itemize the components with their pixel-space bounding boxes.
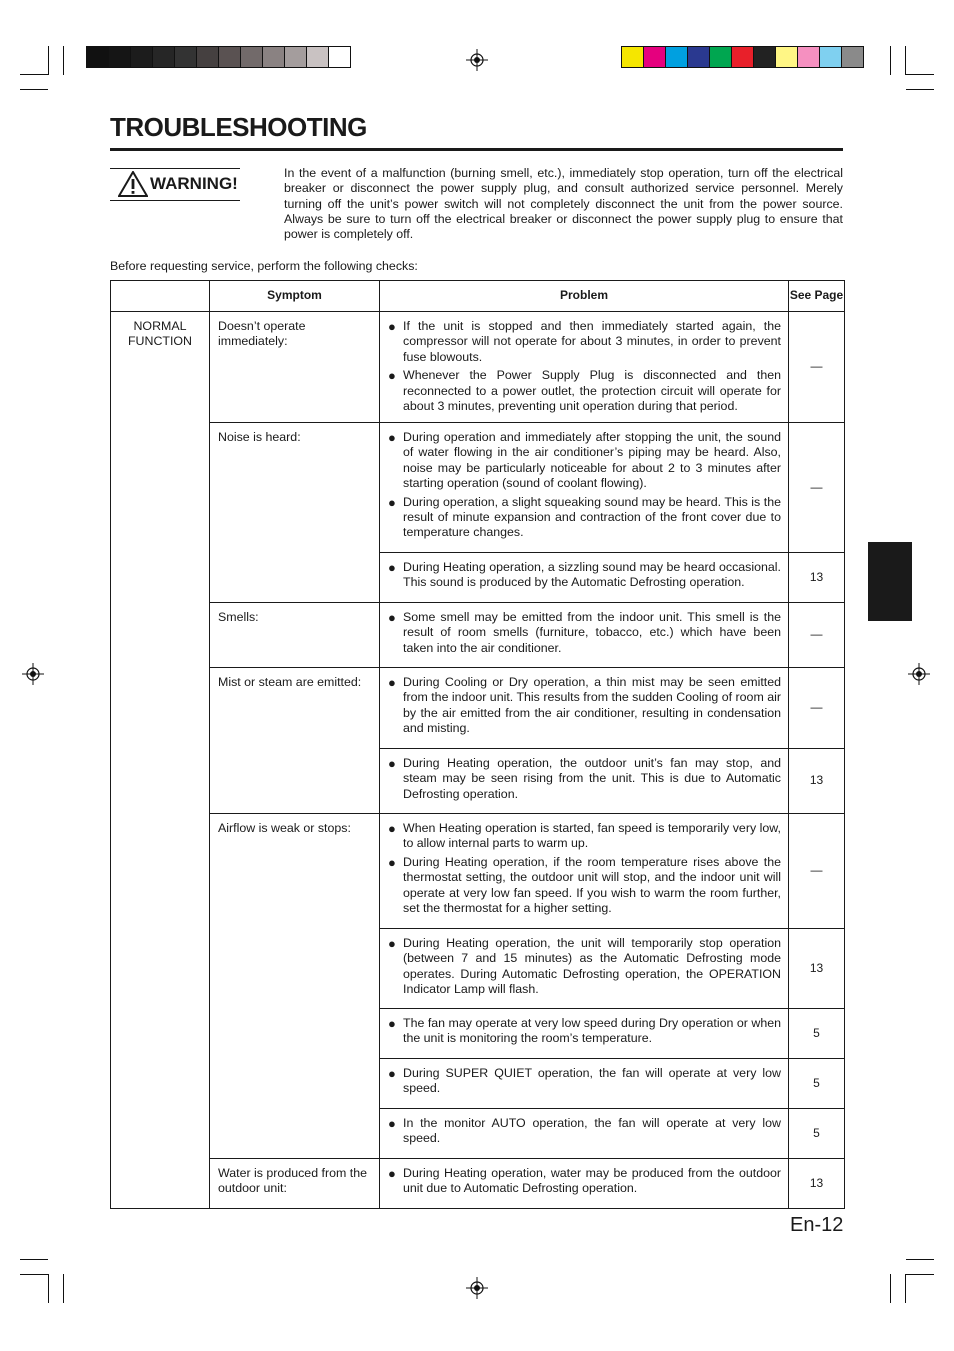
see-page-cell: 13 [789, 1159, 845, 1209]
color-swatch [240, 47, 262, 67]
problem-bullet [388, 675, 781, 737]
problem-cell [380, 929, 789, 1009]
symptom-cell: Smells: [210, 603, 380, 668]
color-swatch [731, 47, 753, 67]
problem-cell [380, 814, 789, 929]
bullet-icon: ● [388, 821, 396, 836]
color-swatch [108, 47, 130, 67]
color-swatch [87, 47, 108, 67]
problem-bullet [388, 855, 781, 917]
problem-text: During SUPER QUIET operation, the fan will operate at very low speed. [403, 1066, 781, 1096]
problem-text: In the monitor AUTO operation, the fan will operate at very low speed. [403, 1116, 781, 1146]
table-row [111, 423, 845, 553]
problem-cell [380, 1109, 789, 1159]
problem-bullet [388, 1066, 781, 1097]
bullet-icon: ● [388, 854, 396, 870]
color-swatch [753, 47, 775, 67]
bullet-icon: ● [388, 1116, 396, 1131]
color-swatch [196, 47, 218, 67]
warning-text: In the event of a malfunction (burning smell, etc.), immediately stop operation, turn off the electrical breaker or disconnect the power supply plug, and consult authorized service personnel. Merely turning off the unit’s power switch will not completely disconnect the unit from the power source. Always be sure to turn off the electrical breaker or disconnect the power supply plug to ensure that power is completely off. [284, 166, 843, 242]
color-swatch [665, 47, 687, 67]
bullet-icon: ● [388, 368, 396, 384]
problem-bullet [388, 319, 781, 365]
table-row [111, 603, 845, 668]
bullet-icon: ● [388, 675, 396, 690]
problem-text: During Cooling or Dry operation, a thin mist may be seen emitted from the indoor unit. This results from the sudden Cooling of room air by the air emitted from the air conditioner, resulting in condensation and misting. [403, 675, 781, 736]
color-swatch [643, 47, 665, 67]
problem-cell [380, 749, 789, 814]
warning-box [110, 168, 240, 201]
symptom-cell: Noise is heard: [210, 423, 380, 603]
registration-mark-icon [466, 49, 488, 71]
problem-text: Some smell may be emitted from the indoor unit. This smell is the result of room smells (furniture, tobacco, etc.) which have been taken into the air conditioner. [403, 610, 781, 655]
registration-mark-icon [22, 663, 44, 685]
color-swatch [622, 47, 643, 67]
registration-mark-icon [466, 1277, 488, 1299]
bullet-icon: ● [388, 1166, 396, 1181]
see-page-cell: 13 [789, 929, 845, 1009]
see-page-cell: 5 [789, 1109, 845, 1159]
problem-text: During Heating operation, a sizzling sound may be heard occasional. This sound is produced by the Automatic Defrosting operation. [403, 560, 781, 590]
see-page-cell: 5 [789, 1059, 845, 1109]
color-bar [621, 46, 864, 68]
bullet-icon: ● [388, 560, 396, 575]
problem-cell [380, 423, 789, 553]
problem-text: During operation, a slight squeaking sound may be heard. This is the result of minute expansion and contraction of the front cover due to temperature changes. [403, 494, 781, 540]
warning-label: WARNING! [150, 174, 238, 193]
troubleshooting-table [110, 280, 845, 1209]
symptom-cell: Water is produced from the outdoor unit: [210, 1159, 380, 1209]
header-problem: Problem [380, 281, 789, 312]
symptom-cell: Doesn’t operate immediately: [210, 312, 380, 423]
problem-text: The fan may operate at very low speed during Dry operation or when the unit is monitoring the room’s temperature. [403, 1016, 781, 1046]
see-page-cell: — [789, 814, 845, 929]
category-cell: NORMAL FUNCTION [111, 312, 210, 1209]
see-page-cell: 5 [789, 1009, 845, 1059]
table-row [111, 814, 845, 929]
symptom-cell: Mist or steam are emitted: [210, 668, 380, 814]
bullet-icon: ● [388, 1066, 396, 1081]
see-page-cell: 13 [789, 553, 845, 603]
problem-bullet [388, 430, 781, 492]
problem-text: During Heating operation, if the room temperature rises above the thermostat setting, the outdoor unit will stop, and the indoor unit will operate at very low fan speed. If you wish to warm the room further, set the thermostat for a higher setting. [403, 854, 781, 916]
bullet-icon: ● [388, 494, 396, 510]
table-row [111, 668, 845, 749]
problem-text: Whenever the Power Supply Plug is disconnected and then reconnected to a power outlet, the protection circuit will operate for about 3 minutes, preventing unit operation during that period. [403, 368, 781, 414]
see-page-cell: — [789, 423, 845, 553]
bullet-icon: ● [388, 319, 396, 334]
color-swatch [130, 47, 152, 67]
problem-bullet [388, 1016, 781, 1047]
color-swatch [775, 47, 797, 67]
color-swatch [152, 47, 174, 67]
color-swatch [284, 47, 306, 67]
color-swatch [218, 47, 240, 67]
problem-bullet [388, 495, 781, 541]
problem-text: During Heating operation, the outdoor unit’s fan may stop, and steam may be seen rising from the unit. This is due to Automatic Defrosting operation. [403, 756, 781, 801]
problem-bullet [388, 756, 781, 802]
see-page-cell: 13 [789, 749, 845, 814]
problem-cell [380, 1059, 789, 1109]
bullet-icon: ● [388, 610, 396, 625]
header-symptom: Symptom [210, 281, 380, 312]
intro-text: Before requesting service, perform the following checks: [110, 259, 418, 273]
color-swatch [797, 47, 819, 67]
page-title: TROUBLESHOOTING [110, 112, 367, 142]
color-swatch [841, 47, 863, 67]
color-swatch [819, 47, 841, 67]
header-see-page: See Page [789, 281, 845, 312]
problem-bullet [388, 610, 781, 656]
color-swatch [262, 47, 284, 67]
see-page-cell: — [789, 603, 845, 668]
registration-mark-icon [908, 663, 930, 685]
problem-cell [380, 1159, 789, 1209]
color-swatch [687, 47, 709, 67]
bullet-icon: ● [388, 756, 396, 771]
problem-bullet [388, 936, 781, 998]
problem-text: During Heating operation, the unit will temporarily stop operation (between 7 and 15 minutes) as the Automatic Defrosting mode operates. During Automatic Defrosting operation, the OPERATION Indicator Lamp will flash. [403, 936, 781, 997]
symptom-cell: Airflow is weak or stops: [210, 814, 380, 1159]
problem-cell [380, 553, 789, 603]
see-page-cell: — [789, 668, 845, 749]
problem-text: During Heating operation, water may be produced from the outdoor unit due to Automatic Defrosting operation. [403, 1166, 781, 1196]
bullet-icon: ● [388, 430, 396, 445]
see-page-cell: — [789, 312, 845, 423]
table-row [111, 1159, 845, 1209]
table-row [111, 312, 845, 423]
problem-text: During operation and immediately after stopping the unit, the sound of water flowing in the air conditioner’s piping may be heard. Also, noise may be particularly noticeable for about 2 to 3 minutes after starting operation (sound of coolant flowing). [403, 430, 781, 491]
page-number: En-12 [790, 1214, 844, 1236]
bullet-icon: ● [388, 936, 396, 951]
color-swatch [709, 47, 731, 67]
problem-text: If the unit is stopped and then immediately started again, the compressor will not operate for about 3 minutes, in order to prevent fuse blowouts. [403, 319, 781, 364]
problem-cell [380, 1009, 789, 1059]
problem-bullet [388, 1166, 781, 1197]
problem-bullet [388, 821, 781, 852]
section-tab [868, 542, 912, 621]
title-rule [110, 148, 843, 151]
problem-bullet [388, 560, 781, 591]
table-header-row [111, 281, 845, 312]
problem-cell [380, 603, 789, 668]
problem-cell [380, 668, 789, 749]
color-swatch [174, 47, 196, 67]
problem-text: When Heating operation is started, fan speed is temporarily very low, to allow internal parts to warm up. [403, 821, 781, 851]
header-category [111, 281, 210, 312]
color-swatch [328, 47, 350, 67]
bullet-icon: ● [388, 1016, 396, 1031]
problem-bullet [388, 1116, 781, 1147]
warning-triangle-icon [118, 171, 148, 197]
grayscale-bar [86, 46, 351, 68]
color-swatch [306, 47, 328, 67]
problem-bullet [388, 368, 781, 414]
problem-cell [380, 312, 789, 423]
